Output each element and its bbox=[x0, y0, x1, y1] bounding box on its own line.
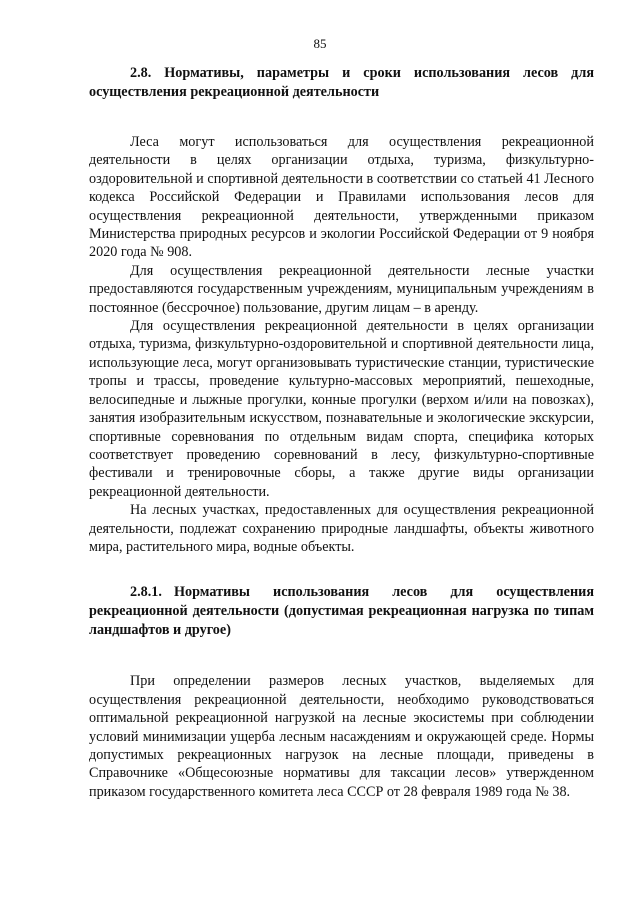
section-number: 2.8.1. bbox=[130, 584, 162, 601]
page-number: 85 bbox=[313, 36, 327, 51]
paragraph: Леса могут использоваться для осуществления рекреационной деятельности в целях организации отдыха, туризма, физкультурно-оздоровительной и спортивной деятельности в соответствии со статьей 41 Лесного кодекса Российской Федерации и Правилами использования лесов для осуществления рекреационной деятельности, утвержденными приказом Министерства природных ресурсов и экологии Российской Федерации от 9 ноября 2020 года № 908. bbox=[89, 134, 594, 261]
section-heading-2-8: 2.8. Нормативы, параметры и сроки использования лесов для осуществления рекреационной деятельности bbox=[89, 65, 594, 100]
spacer bbox=[89, 102, 594, 133]
paragraph: Для осуществления рекреационной деятельности лесные участки предоставляются государственным учреждениям, муниципальным учреждениям в постоянное (бессрочное) пользование, другим лицам – в аренду. bbox=[89, 262, 594, 316]
page-content bbox=[89, 62, 594, 801]
paragraph: Для осуществления рекреационной деятельности в целях организации отдыха, туризма, физкультурно-оздоровительной и спортивной деятельности лица, использующие леса, могут организовывать туристические станции, туристические тропы и трассы, проведение культурно-массовых мероприятий, пешеходные, велосипедные и лыжные прогулки, конные прогулки (верхом и/или на повозках), занятия изобразительным искусством, познавательные и экологические экскурсии, спортивные соревнования по отдельным видам спорта, специфика которых соответствует проведению соревнований в лесу, физкультурно-спортивные фестивали и тренировочные сборы, а также другие виды организации рекреационной деятельности. bbox=[89, 318, 594, 500]
spacer bbox=[89, 556, 594, 583]
section-heading-2-8-1 bbox=[89, 583, 594, 640]
paragraph: На лесных участках, предоставленных для осуществления рекреационной деятельности, подлежат сохранению природные ландшафты, объекты животного мира, растительного мира, водные объекты. bbox=[89, 502, 594, 555]
spacer bbox=[89, 640, 594, 672]
paragraph: При определении размеров лесных участков, выделяемых для осуществления рекреационной деятельности, необходимо руководствоваться оптимальной рекреационной нагрузкой на лесные экосистемы при соблюдении условий минимизации ущерба лесным насаждениям и окружающей среде. Нормы допустимых рекреационных нагрузок на лесные площади, приведены в Справочнике «Общесоюзные нормативы для таксации лесов» утвержденном приказом государственного комитета леса СССР от 28 февраля 1989 года № 38. bbox=[89, 673, 594, 800]
section-heading-text: Нормативы использования лесов для осуществления рекреационной деятельности (допустимая рекреационная нагрузка по типам ландшафтов и другое) bbox=[89, 584, 594, 639]
